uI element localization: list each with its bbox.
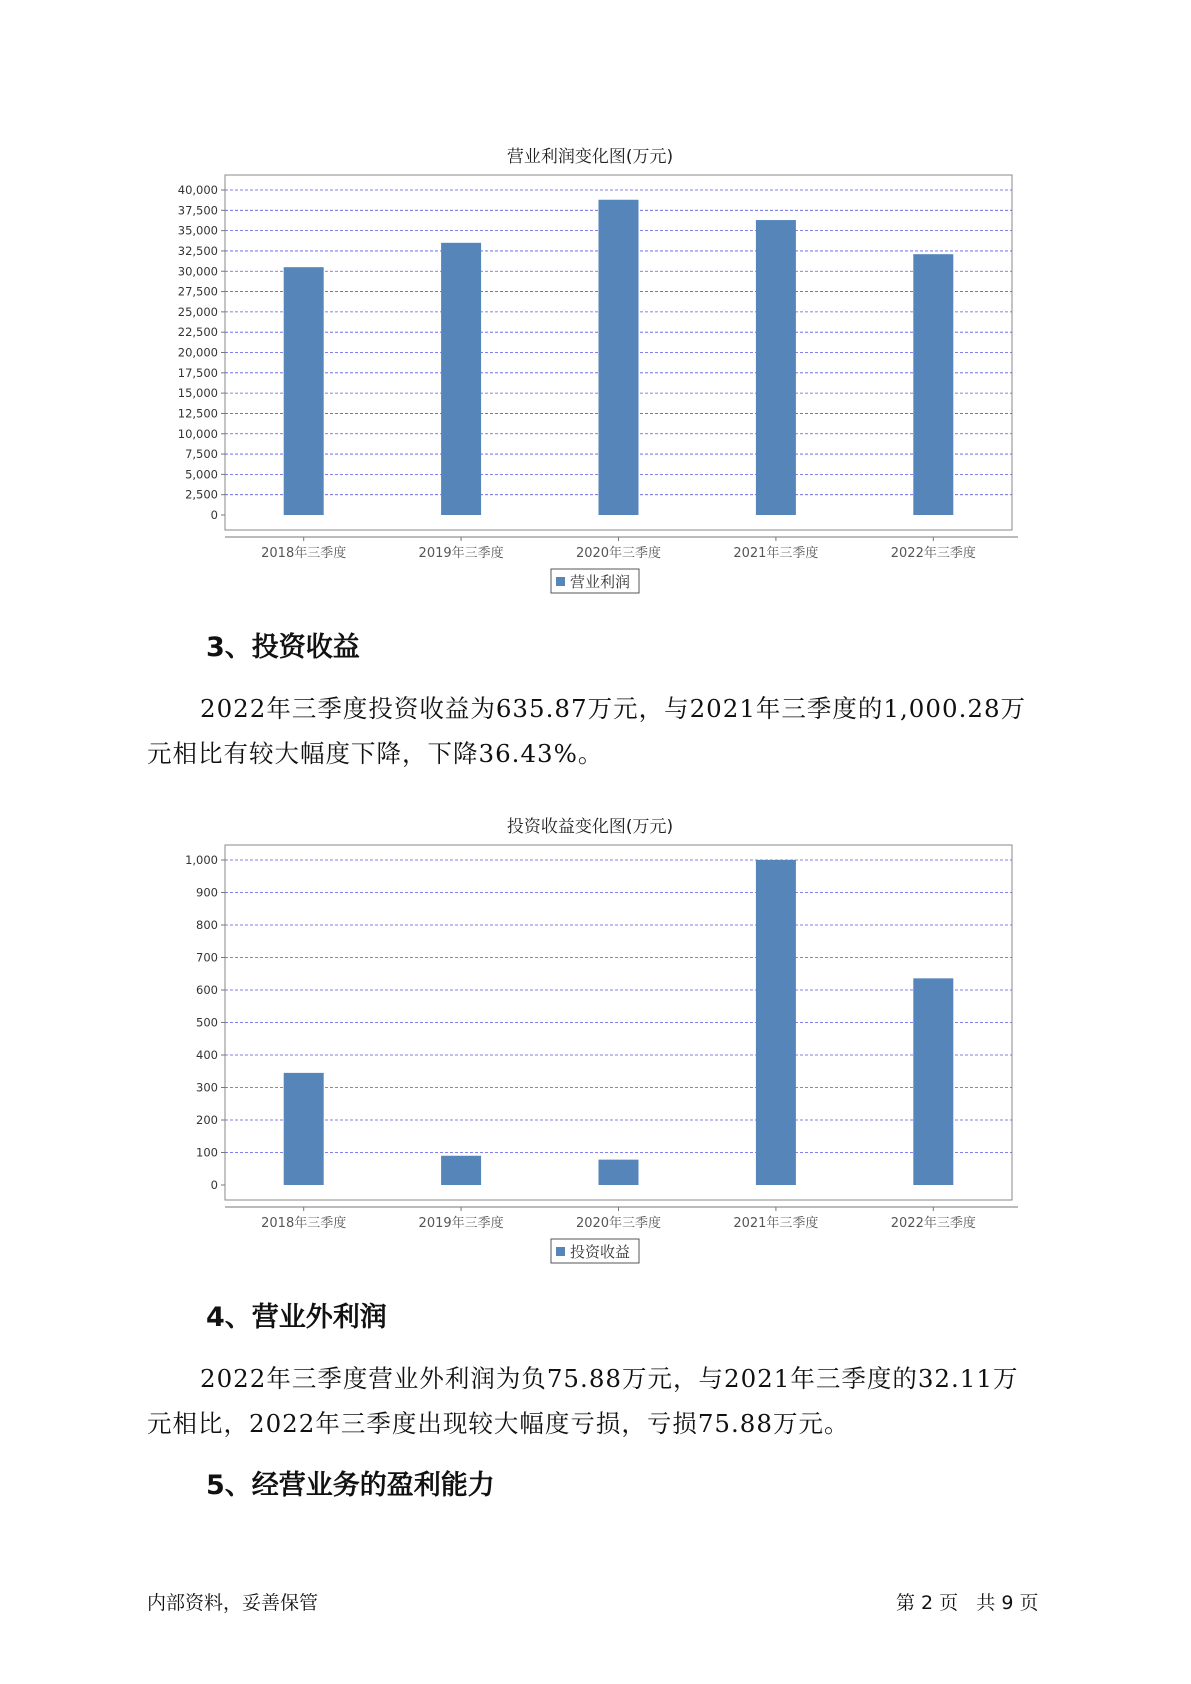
x-tick-label: 2019年三季度: [418, 546, 504, 561]
section-4-line-1: 2022年三季度营业外利润为负75.88万元，与2021年三季度的32.11万: [200, 1364, 1019, 1393]
x-tick-label: 2018年三季度: [261, 1216, 347, 1231]
bar: [756, 220, 796, 515]
y-tick-label: 30,000: [177, 264, 218, 279]
section-3-line-2: 元相比有较大幅度下降，下降36.43%。: [147, 739, 604, 768]
x-tick-label: 2022年三季度: [890, 1216, 976, 1231]
bar: [756, 860, 796, 1185]
footer-left: 内部资料，妥善保管: [147, 1592, 319, 1614]
investment-income-chart-svg: [150, 805, 1030, 1265]
legend-swatch: [556, 1247, 565, 1256]
y-tick-label: 17,500: [177, 365, 218, 380]
y-tick-label: 40,000: [177, 183, 218, 197]
y-tick-label: 1,000: [185, 853, 218, 867]
section-5-heading: 5、经营业务的盈利能力: [206, 1470, 495, 1501]
legend-label: 营业利润: [570, 573, 631, 591]
section-3-paragraph: [147, 686, 1047, 776]
y-tick-label: 200: [196, 1113, 218, 1127]
plot-area: [225, 845, 1012, 1200]
bar: [441, 243, 481, 515]
y-tick-label: 7,500: [185, 447, 218, 462]
y-tick-label: 22,500: [177, 325, 218, 340]
y-tick-label: 800: [196, 918, 218, 932]
y-tick-label: 35,000: [177, 223, 218, 238]
footer-page-number: 第 2 页 共 9 页: [896, 1592, 1039, 1614]
y-tick-label: 300: [196, 1080, 218, 1095]
x-tick-label: 2019年三季度: [418, 1216, 504, 1231]
x-tick-label: 2020年三季度: [575, 546, 662, 561]
y-tick-label: 32,500: [177, 243, 218, 258]
investment-income-chart: [150, 805, 1030, 1265]
section-3-line-1: 2022年三季度投资收益为635.87万元，与2021年三季度的1,000.28万: [200, 694, 1027, 723]
y-tick-label: 12,500: [177, 406, 218, 421]
section-4-heading: 4、营业外利润: [206, 1302, 387, 1333]
bar: [284, 1073, 324, 1185]
y-tick-label: 27,500: [177, 284, 218, 299]
section-3-heading: 3、投资收益: [206, 632, 360, 663]
x-tick-label: 2020年三季度: [575, 1216, 662, 1231]
y-tick-label: 10,000: [177, 426, 218, 441]
y-tick-label: 2,500: [185, 487, 218, 502]
chart-title: 投资收益变化图(万元): [506, 817, 674, 837]
y-tick-label: 100: [196, 1145, 218, 1160]
x-tick-label: 2021年三季度: [733, 1216, 819, 1231]
y-tick-label: 500: [196, 1015, 218, 1030]
x-tick-label: 2022年三季度: [890, 546, 976, 561]
y-tick-label: 0: [210, 1178, 218, 1192]
operating-profit-chart: [150, 135, 1030, 595]
section-4-paragraph: [147, 1356, 1047, 1446]
bar: [441, 1156, 481, 1185]
y-tick-label: 400: [196, 1048, 218, 1062]
y-tick-label: 15,000: [177, 386, 218, 401]
bar: [284, 267, 324, 515]
x-tick-label: 2021年三季度: [733, 546, 819, 561]
y-tick-label: 600: [196, 983, 218, 997]
bar: [913, 254, 953, 515]
operating-profit-chart-svg: [150, 135, 1030, 595]
bar: [913, 978, 953, 1185]
y-tick-label: 25,000: [177, 304, 218, 319]
y-tick-label: 0: [210, 508, 218, 522]
y-tick-label: 37,500: [177, 203, 218, 218]
chart-title: 营业利润变化图(万元): [506, 147, 674, 167]
x-tick-label: 2018年三季度: [261, 546, 347, 561]
y-tick-label: 20,000: [177, 345, 218, 360]
bar: [599, 200, 639, 515]
legend-swatch: [556, 577, 565, 586]
legend-label: 投资收益: [570, 1243, 631, 1261]
y-tick-label: 5,000: [185, 467, 218, 482]
bar: [599, 1160, 639, 1185]
section-4-line-2: 元相比，2022年三季度出现较大幅度亏损，亏损75.88万元。: [147, 1409, 850, 1438]
y-tick-label: 900: [196, 885, 218, 900]
y-tick-label: 700: [196, 950, 218, 965]
